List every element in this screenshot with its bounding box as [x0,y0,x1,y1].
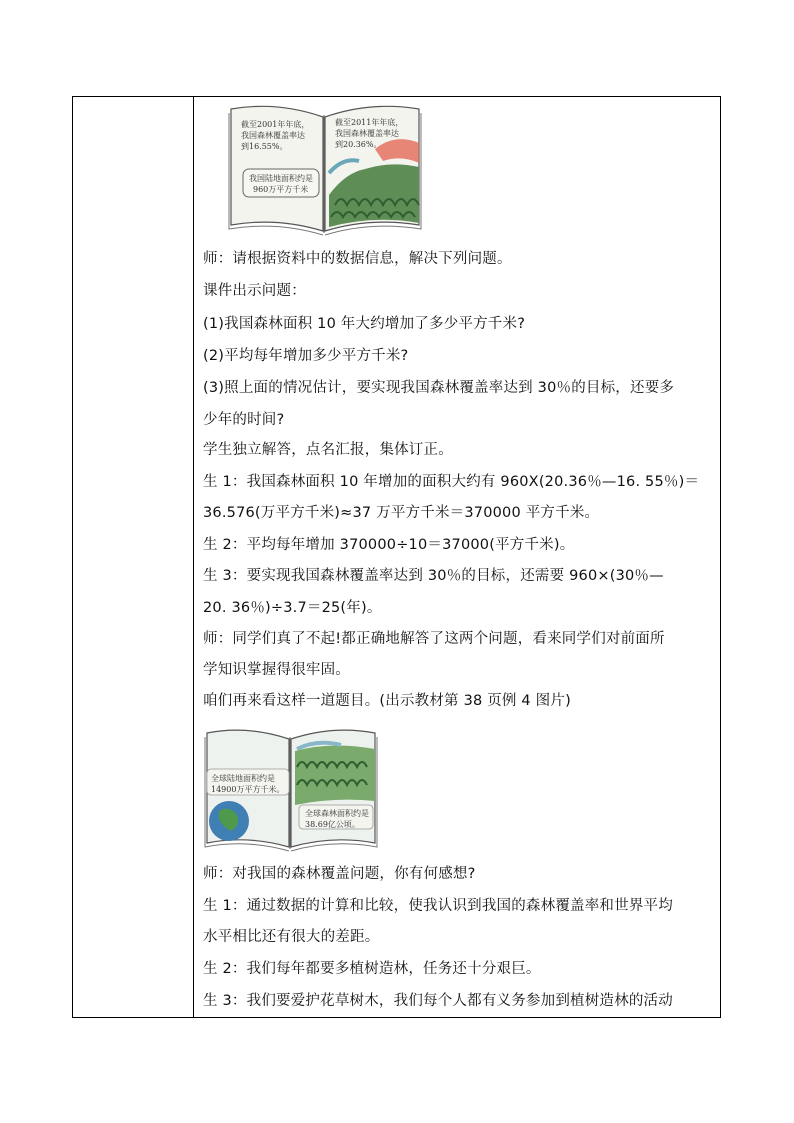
book-illustration-china-forest [225,103,425,237]
book1-right-line-2: 我国森林覆盖率达 [335,129,399,138]
book1-box-line-1: 我国陆地面积约是 [249,174,313,183]
text-line-7: 学生独立解答，点名汇报，集体订正。 [203,442,453,458]
text-line-20: 生 3：我们要爱护花草树木，我们每个人都有义务参加到植树造林的活动 [203,993,673,1009]
book2-right-line-2: 38.69亿公顷。 [305,820,360,829]
book1-left-line-1: 截至2001年年底， [241,120,310,129]
lesson-table [72,96,721,1018]
text-line-18: 水平相比还有很大的差距。 [203,929,380,945]
left-column-cell [73,97,194,1017]
text-line-8: 生 1：我国森林面积 10 年增加的面积大约有 960X(20.36％—16. 55％)＝ [203,474,700,490]
text-line-15: 咱们再来看这样一道题目。(出示教材第 38 页例 4 图片) [203,693,571,709]
text-line-6: 少年的时间? [203,412,285,428]
text-line-16: 师：对我国的森林覆盖问题，你有何感想? [203,866,476,882]
text-line-17: 生 1：通过数据的计算和比较，使我认识到我国的森林覆盖率和世界平均 [203,898,673,914]
text-line-11: 生 3：要实现我国森林覆盖率达到 30％的目标，还需要 960×(30％— [203,568,664,584]
book1-left-line-3: 到16.55%。 [241,142,288,151]
book-illustration-global-forest [201,727,381,853]
book2-left-line-2: 14900万平方千米。 [211,785,285,794]
book1-left-line-2: 我国森林覆盖率达 [241,131,305,140]
content-cell [195,97,720,1017]
text-line-9: 36.576(万平方千米)≈37 万平方千米＝370000 平方千米。 [203,505,600,521]
text-line-10: 生 2：平均每年增加 370000÷10＝37000(平方千米)。 [203,537,575,553]
book1-right-line-3: 到20.36%。 [335,140,382,149]
text-line-12: 20. 36％)÷3.7＝25(年)。 [203,600,382,616]
book1-box-line-2: 960万平方千米 [253,185,309,194]
text-line-5: (3)照上面的情况估计，要实现我国森林覆盖率达到 30％的目标，还要多 [203,380,675,396]
book1-right-line-1: 截至2011年年底， [335,118,404,127]
text-line-2: 课件出示问题： [203,283,306,299]
book2-right-line-1: 全球森林面积约是 [305,809,369,818]
text-line-3: (1)我国森林面积 10 年大约增加了多少平方千米? [203,316,526,332]
text-line-4: (2)平均每年增加多少平方千米? [203,348,409,364]
book2-left-line-1: 全球陆地面积约是 [211,774,275,783]
text-line-1: 师：请根据资料中的数据信息，解决下列问题。 [203,251,512,267]
text-line-19: 生 2：我们每年都要多植树造林，任务还十分艰巨。 [203,961,541,977]
text-line-14: 学知识掌握得很牢固。 [203,662,350,678]
text-line-13: 师：同学们真了不起!都正确地解答了这两个问题，看来同学们对前面所 [203,631,665,647]
